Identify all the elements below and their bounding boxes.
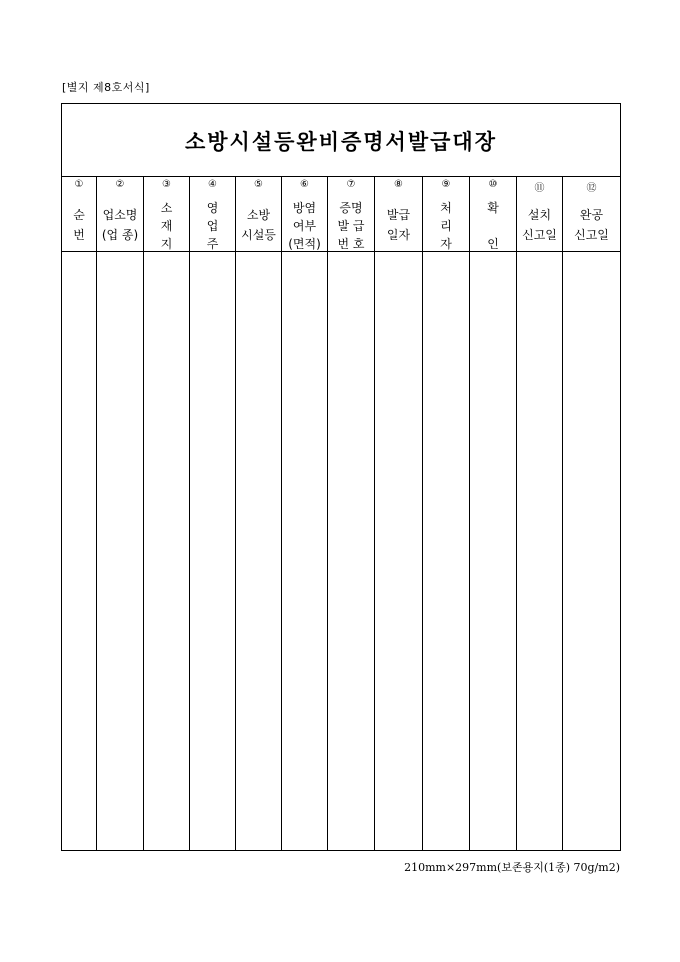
column-body-cell[interactable]	[375, 252, 422, 850]
column-header-text: 처	[440, 201, 452, 215]
ledger-column	[236, 176, 282, 850]
column-header-text: 영	[206, 201, 219, 215]
column-header	[470, 176, 516, 252]
column-header	[517, 176, 562, 252]
column-header-text: 업소명	[102, 208, 138, 222]
column-body-cell[interactable]	[282, 252, 327, 850]
column-header-text: 번 호	[337, 237, 365, 251]
ledger-title-band	[62, 104, 620, 177]
column-header-text: 소방	[246, 208, 271, 222]
column-body-cell[interactable]	[563, 252, 620, 850]
column-header	[190, 176, 235, 252]
column-header	[236, 176, 281, 252]
column-header-text: 자	[440, 237, 452, 251]
column-header	[328, 176, 374, 252]
column-number: ⑫	[586, 183, 597, 194]
ledger-column	[423, 176, 470, 850]
column-number: ⑪	[534, 183, 545, 194]
column-header-text: 번	[73, 228, 85, 242]
column-body-cell[interactable]	[236, 252, 281, 850]
column-header-text: 방염	[292, 201, 317, 215]
ledger-title: 소방시설등완비증명서발급대장	[184, 129, 497, 154]
column-header	[563, 176, 620, 252]
ledger-column	[517, 176, 563, 850]
column-header-text: 발급	[386, 208, 411, 222]
column-header-text: 증명	[339, 201, 363, 215]
column-header-text: 시설등	[241, 228, 276, 242]
column-header-text: 업	[206, 219, 219, 233]
column-header-text: 주	[206, 237, 219, 251]
column-body-cell[interactable]	[328, 252, 374, 850]
column-number: ⑦	[346, 179, 356, 190]
form-label: [별지 제8호서식]	[62, 81, 150, 94]
column-number: ③	[162, 179, 171, 190]
column-header-text: 재	[160, 219, 173, 233]
ledger-column	[190, 176, 236, 850]
column-number: ④	[208, 179, 217, 190]
ledger-columns	[62, 176, 620, 850]
column-body-cell[interactable]	[423, 252, 469, 850]
ledger-column	[470, 176, 517, 850]
column-header	[144, 176, 189, 252]
column-header-text: (업 종)	[101, 228, 139, 242]
column-body-cell[interactable]	[144, 252, 189, 850]
column-number: ①	[74, 179, 84, 190]
column-header-text: (면적)	[288, 237, 321, 251]
column-body-cell[interactable]	[62, 252, 96, 850]
column-header-text: 신고일	[522, 228, 557, 242]
column-header-text: 여부	[292, 219, 317, 233]
column-header	[282, 176, 327, 252]
ledger-table	[61, 103, 621, 851]
ledger-column	[282, 176, 328, 850]
column-header-text: 완공	[579, 208, 604, 222]
ledger-column	[328, 176, 375, 850]
column-number: ②	[115, 179, 125, 190]
column-header	[423, 176, 469, 252]
column-header	[62, 176, 96, 252]
column-number: ⑥	[300, 179, 309, 190]
column-header-text: 지	[160, 237, 173, 251]
ledger-column	[62, 176, 97, 850]
column-number: ⑧	[394, 179, 403, 190]
column-header	[97, 176, 143, 252]
column-body-cell[interactable]	[470, 252, 516, 850]
column-header-text: 신고일	[574, 228, 609, 242]
ledger-column	[97, 176, 144, 850]
column-header-text: 인	[487, 237, 499, 251]
column-body-cell[interactable]	[517, 252, 562, 850]
column-number: ⑤	[254, 179, 263, 190]
ledger-column	[144, 176, 190, 850]
column-body-cell[interactable]	[190, 252, 235, 850]
column-header-text: 설치	[527, 208, 552, 222]
column-header-text: 확	[487, 201, 499, 215]
column-number: ⑨	[441, 179, 451, 190]
column-header-text: 발 급	[337, 219, 365, 233]
column-header	[375, 176, 422, 252]
column-body-cell[interactable]	[97, 252, 143, 850]
column-header-text: 일자	[386, 228, 411, 242]
ledger-column	[375, 176, 423, 850]
column-number: ⑩	[488, 179, 498, 190]
column-header-text: 소	[160, 201, 173, 215]
ledger-column	[563, 176, 620, 850]
column-header-text: 순	[73, 208, 85, 222]
column-header-text: 리	[440, 219, 452, 233]
paper-spec-footer: 210mm×297mm(보존용지(1종) 70g/m2)	[404, 861, 620, 874]
